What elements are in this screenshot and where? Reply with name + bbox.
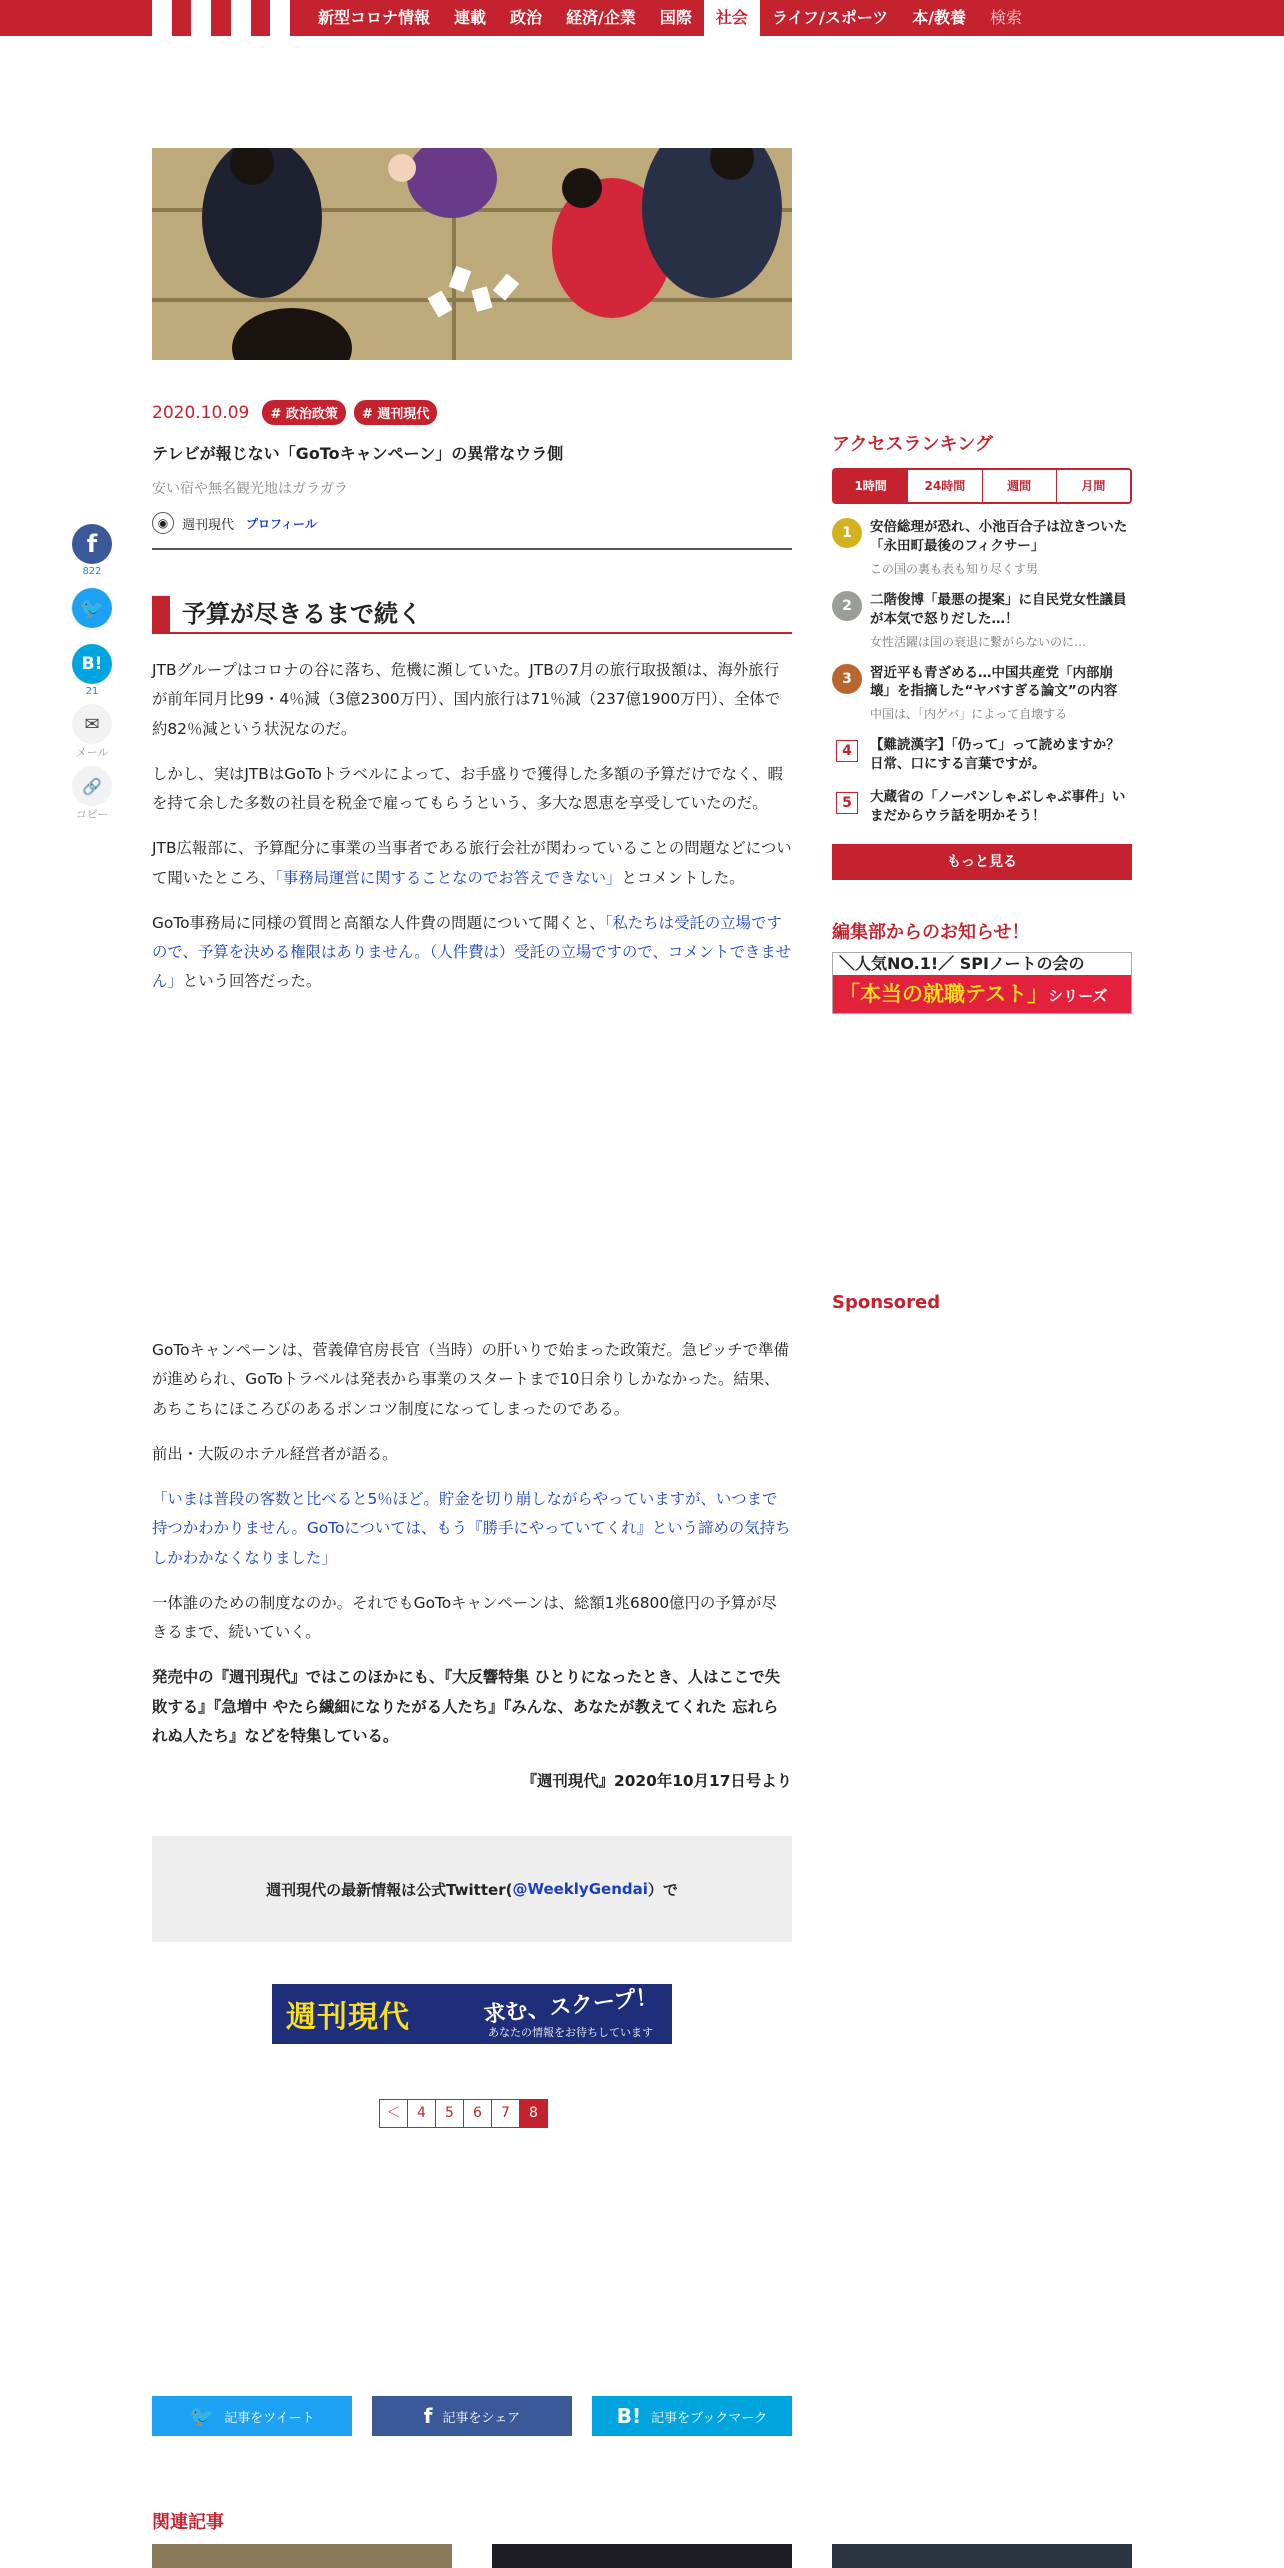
related-articles xyxy=(152,2544,1132,2568)
mail-button[interactable] xyxy=(72,704,112,744)
twitter-handle-link[interactable]: @WeeklyGendai xyxy=(512,1880,648,1898)
twitter-follow-box: 週刊現代の最新情報は公式Twitter( @WeeklyGendai ）で xyxy=(152,1836,792,1942)
rank-badge-silver: 2 xyxy=(832,591,862,621)
banner-catch: 求む、スクープ！ xyxy=(482,1984,660,2028)
pager-current-page[interactable]: 8 xyxy=(519,2099,548,2128)
author-icon: ◉ xyxy=(152,512,174,534)
bottom-share-buttons xyxy=(152,2396,792,2436)
access-ranking xyxy=(832,430,1132,880)
twitter-icon: 🐦 xyxy=(79,596,105,620)
paragraph: GoToキャンペーンは、菅義偉官房長官（当時）の肝いりで始まった政策だ。急ピッチで準備が進められ、GoToトラベルは発表から事業のスタートまで10日余りしかなかった。結果、あちこちにほころびのあるポンコツ制度になってしまったのである。 xyxy=(152,1341,789,1418)
nav-item-serial[interactable]: 連載 xyxy=(454,8,487,27)
pager-prev[interactable]: ＜ xyxy=(379,2099,408,2128)
hatena-bookmark-bottom-button[interactable]: B! 記事をブックマーク xyxy=(592,2396,792,2436)
copy-button[interactable] xyxy=(72,766,112,806)
mail-label: メール xyxy=(75,746,109,759)
pager-page[interactable]: 7 xyxy=(491,2099,520,2128)
article-body-part2 xyxy=(152,1336,792,1812)
article-body-part1 xyxy=(152,656,792,1013)
tab-monthly[interactable]: 月間 xyxy=(1056,470,1130,502)
banner-small: あなたの情報をお待ちしています xyxy=(488,2025,654,2039)
sponsored-heading: Sponsored xyxy=(832,1292,941,1313)
article-subtitle: 安い宿や無名観光地はガラガラ xyxy=(152,481,348,497)
facebook-share-button[interactable] xyxy=(72,524,112,564)
facebook-share-bottom-button[interactable]: f 記事をシェア xyxy=(372,2396,572,2436)
rank-badge-gold: 1 xyxy=(832,518,862,548)
hatena-icon: B! xyxy=(81,654,103,674)
ranking-item[interactable]: 1 安倍総理が恐れ、小池百合子は泣きついた「永田町最後のフィクサー」 この国の裏も表も知り尽くす男 xyxy=(832,518,1132,577)
facebook-share-count: 822 xyxy=(82,566,102,577)
tag-shukan-gendai[interactable]: # 週刊現代 xyxy=(354,400,437,425)
copy-label: コピー xyxy=(75,808,109,821)
tweet-button[interactable]: 🐦 記事をツイート xyxy=(152,2396,352,2436)
quote: 「私たちは受託の立場ですので、予算を決める権限はありません。（人件費は）受託の立場ですので、コメントできません」 xyxy=(152,913,792,991)
article-meta xyxy=(152,400,792,534)
top-navigation xyxy=(0,0,1284,36)
hatena-bookmark-count: 21 xyxy=(85,686,99,697)
article-date: 2020.10.09 xyxy=(152,402,250,423)
related-heading: 関連記事 xyxy=(152,2512,224,2533)
related-article-thumb[interactable] xyxy=(152,2544,452,2568)
article-title: テレビが報じない「GoToキャンペーン」の異常なウラ側 xyxy=(152,444,564,463)
pager-page[interactable]: 5 xyxy=(435,2099,464,2128)
tab-24hour[interactable]: 24時間 xyxy=(907,470,981,502)
pager-page[interactable]: 6 xyxy=(463,2099,492,2128)
notice-heading: 編集部からのお知らせ！ xyxy=(832,922,1030,943)
profile-link[interactable]: プロフィール xyxy=(246,516,317,531)
nav-item-corona[interactable]: 新型コロナ情報 xyxy=(318,8,431,27)
pager-page[interactable]: 4 xyxy=(407,2099,436,2128)
nav-item-international[interactable]: 国際 xyxy=(659,8,692,27)
mail-icon: ✉ xyxy=(84,713,100,735)
hatena-icon: B! xyxy=(616,2404,642,2428)
ranking-item[interactable]: 2 二階俊博「最悪の提案」に自民党女性議員が本気で怒りだした…！ 女性活躍は国の衰退に繋がらないのに… xyxy=(832,591,1132,650)
link-icon: 🔗 xyxy=(82,776,102,796)
pagination xyxy=(380,2099,548,2128)
ranking-heading: アクセスランキング xyxy=(832,434,993,455)
twitter-icon: 🐦 xyxy=(189,2404,215,2428)
ranking-item[interactable]: 3 習近平も青ざめる…中国共産党「内部崩壊」を指摘した“ヤバすぎる論文”の内容 中国は、「内ゲバ」によって自壊する xyxy=(832,664,1132,723)
paragraph: 一体誰のための制度なのか。それでもGoToキャンペーンは、総額1兆6800億円の予算が尽きるまで、続いていく。 xyxy=(152,1593,777,1642)
notice-line2-suffix: シリーズ xyxy=(1048,987,1108,1005)
quote-paragraph: 「いまは普段の客数と比べると5％ほど。貯金を切り崩しながらやっていますが、いつまで持つかわかりません。GoToについては、もう『勝手にやっていてくれ』という諦めの気持ちしかわかなくなりました」 xyxy=(152,1490,791,1567)
ranking-item[interactable]: 5 大蔵省の「ノーパンしゃぶしゃぶ事件」いまだからウラ話を明かそう！ xyxy=(832,788,1132,826)
paragraph: GoTo事務局に同様の質問と高額な人件費の問題について聞くと、「私たちは受託の立場ですので、予算を決める権限はありません。（人件費は）受託の立場ですので、コメントできません」という回答だった。 xyxy=(152,913,792,991)
related-article-thumb[interactable] xyxy=(492,2544,792,2568)
ranking-item[interactable]: 4 【難読漢字】「仍って」って読めますか？ 日常、口にする言葉ですが。 xyxy=(832,736,1132,774)
divider xyxy=(152,548,792,550)
nav-item-society[interactable]: 社会 xyxy=(704,0,760,36)
paragraph: 発売中の『週刊現代』ではこのほかにも、『大反響特集 ひとりになったとき、人はここで失敗する』『急増中 やたら繊細になりたがる人たち』『みんな、あなたが教えてくれた 忘れられぬ人たち』などを特集している。 xyxy=(152,1668,781,1745)
tab-1hour[interactable]: 1時間 xyxy=(834,470,907,502)
nav-item-politics[interactable]: 政治 xyxy=(510,8,543,27)
related-article-thumb[interactable] xyxy=(832,2544,1132,2568)
source-note: 『週刊現代』2020年10月17日号より xyxy=(521,1772,792,1791)
ranking-tabs xyxy=(832,468,1132,504)
nav-item-books[interactable]: 本/教養 xyxy=(912,8,967,27)
author-line xyxy=(152,512,792,534)
banner-logo-text: 週刊現代 xyxy=(286,2000,410,2035)
facebook-icon: f xyxy=(86,530,98,558)
notice-line1: ＼人気NO.1!／ SPIノートの会の xyxy=(833,953,1131,975)
hatena-bookmark-button[interactable] xyxy=(72,644,112,684)
nav-item-life-sports[interactable]: ライフ/スポーツ xyxy=(771,8,889,27)
more-button[interactable]: もっと見る xyxy=(832,844,1132,880)
section-heading: 予算が尽きるまで続く xyxy=(152,596,792,634)
notice-banner[interactable] xyxy=(832,952,1132,1014)
twitter-share-button[interactable] xyxy=(72,588,112,628)
tag-politics[interactable]: # 政治政策 xyxy=(262,400,345,425)
rank-badge-bronze: 3 xyxy=(832,664,862,694)
site-logo[interactable] xyxy=(152,0,290,36)
facebook-icon: f xyxy=(423,2404,433,2428)
nav-search[interactable]: 検索 xyxy=(990,8,1023,27)
paragraph: JTBグループはコロナの谷に落ち、危機に瀕していた。JTBの7月の旅行取扱額は、海外旅行が前年同月比99・4％減（3億2300万円）、国内旅行は71％減（237億1900万円）、全体で約82％減という状況なのだ。 xyxy=(152,661,781,738)
rank-badge: 5 xyxy=(836,792,858,814)
author-name[interactable]: 週刊現代 xyxy=(182,517,235,533)
paragraph: JTB広報部に、予算配分に事業の当事者である旅行会社が関わっていることの問題などについて聞いたところ、「事務局運営に関することなのでお答えできない」とコメントした。 xyxy=(152,839,792,887)
tab-weekly[interactable]: 週間 xyxy=(982,470,1056,502)
notice-line2: 「本当の就職テスト」 xyxy=(839,982,1049,1006)
paragraph: しかし、実はJTBはGoToトラベルによって、お手盛りで獲得した多額の予算だけでなく、暇を持て余した多数の社員を税金で雇ってもらうという、多大な恩恵を享受していたのだ。 xyxy=(152,764,783,813)
rank-badge: 4 xyxy=(836,740,858,762)
side-share-bar xyxy=(70,524,114,824)
nav-item-economy[interactable]: 経済/企業 xyxy=(566,8,636,27)
quote: 「事務局運営に関することなのでお答えできない」 xyxy=(275,868,622,887)
paragraph: 前出・大阪のホテル経営者が語る。 xyxy=(152,1444,398,1463)
scoop-banner[interactable] xyxy=(272,1984,672,2044)
nav-list xyxy=(306,0,1034,36)
hero-image xyxy=(152,148,792,360)
